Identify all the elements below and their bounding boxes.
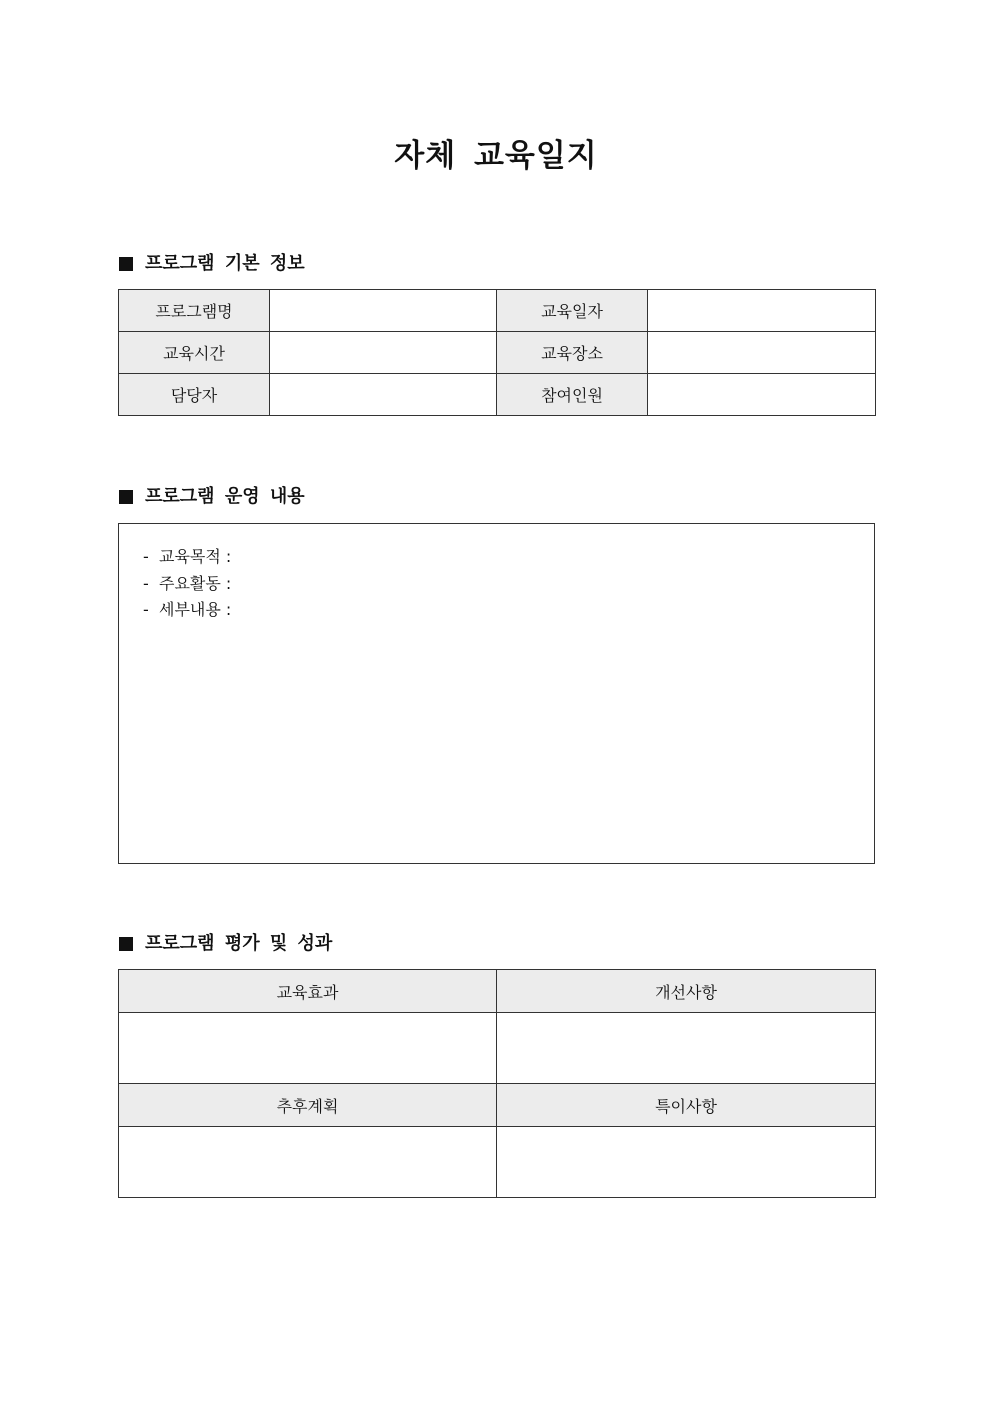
program-name-field[interactable] <box>270 290 497 332</box>
future-plan-label: 추후계획 <box>119 1084 497 1127</box>
list-item <box>143 544 874 571</box>
table-row <box>119 1127 876 1198</box>
main-activity-label: 주요활동 : <box>159 573 232 593</box>
table-row <box>119 970 876 1013</box>
list-item <box>143 571 874 598</box>
evaluation-heading <box>119 932 332 956</box>
education-date-label: 교육일자 <box>497 290 648 332</box>
basic-info-heading <box>119 252 305 276</box>
improvements-label: 개선사항 <box>497 970 876 1013</box>
black-square-bullet-icon <box>119 490 133 504</box>
basic-info-heading-text: 프로그램 기본 정보 <box>145 253 305 274</box>
table-row <box>119 1013 876 1084</box>
evaluation-table <box>118 969 876 1198</box>
detail-content-label: 세부내용 : <box>159 600 232 619</box>
document-title: 자체 교육일지 <box>394 138 598 174</box>
dash-bullet: - <box>143 600 149 619</box>
future-plan-field[interactable] <box>119 1127 497 1198</box>
dash-bullet: - <box>143 573 149 593</box>
education-time-label: 교육시간 <box>119 332 270 374</box>
program-name-label: 프로그램명 <box>119 290 270 332</box>
education-effect-label: 교육효과 <box>119 970 497 1013</box>
education-place-field[interactable] <box>648 332 876 374</box>
black-square-bullet-icon <box>119 257 133 271</box>
special-notes-field[interactable] <box>497 1127 876 1198</box>
evaluation-heading-text: 프로그램 평가 및 성과 <box>145 933 333 954</box>
education-purpose-label: 교육목적 : <box>159 547 232 566</box>
dash-bullet: - <box>143 547 149 566</box>
participants-label: 참여인원 <box>497 374 648 416</box>
black-square-bullet-icon <box>119 937 133 951</box>
participants-field[interactable] <box>648 374 876 416</box>
education-time-field[interactable] <box>270 332 497 374</box>
education-place-label: 교육장소 <box>497 332 648 374</box>
special-notes-label: 특이사항 <box>497 1084 876 1127</box>
education-effect-field[interactable] <box>119 1013 497 1084</box>
table-row <box>119 374 876 416</box>
operation-heading-text: 프로그램 운영 내용 <box>145 486 305 507</box>
table-row <box>119 290 876 332</box>
education-date-field[interactable] <box>648 290 876 332</box>
improvements-field[interactable] <box>497 1013 876 1084</box>
table-row <box>119 1084 876 1127</box>
operation-heading <box>119 485 305 509</box>
list-item <box>143 597 874 624</box>
manager-field[interactable] <box>270 374 497 416</box>
manager-label: 담당자 <box>119 374 270 416</box>
basic-info-table <box>118 289 876 416</box>
operation-item-list <box>119 524 874 624</box>
operation-content-box[interactable] <box>118 523 875 864</box>
table-row <box>119 332 876 374</box>
